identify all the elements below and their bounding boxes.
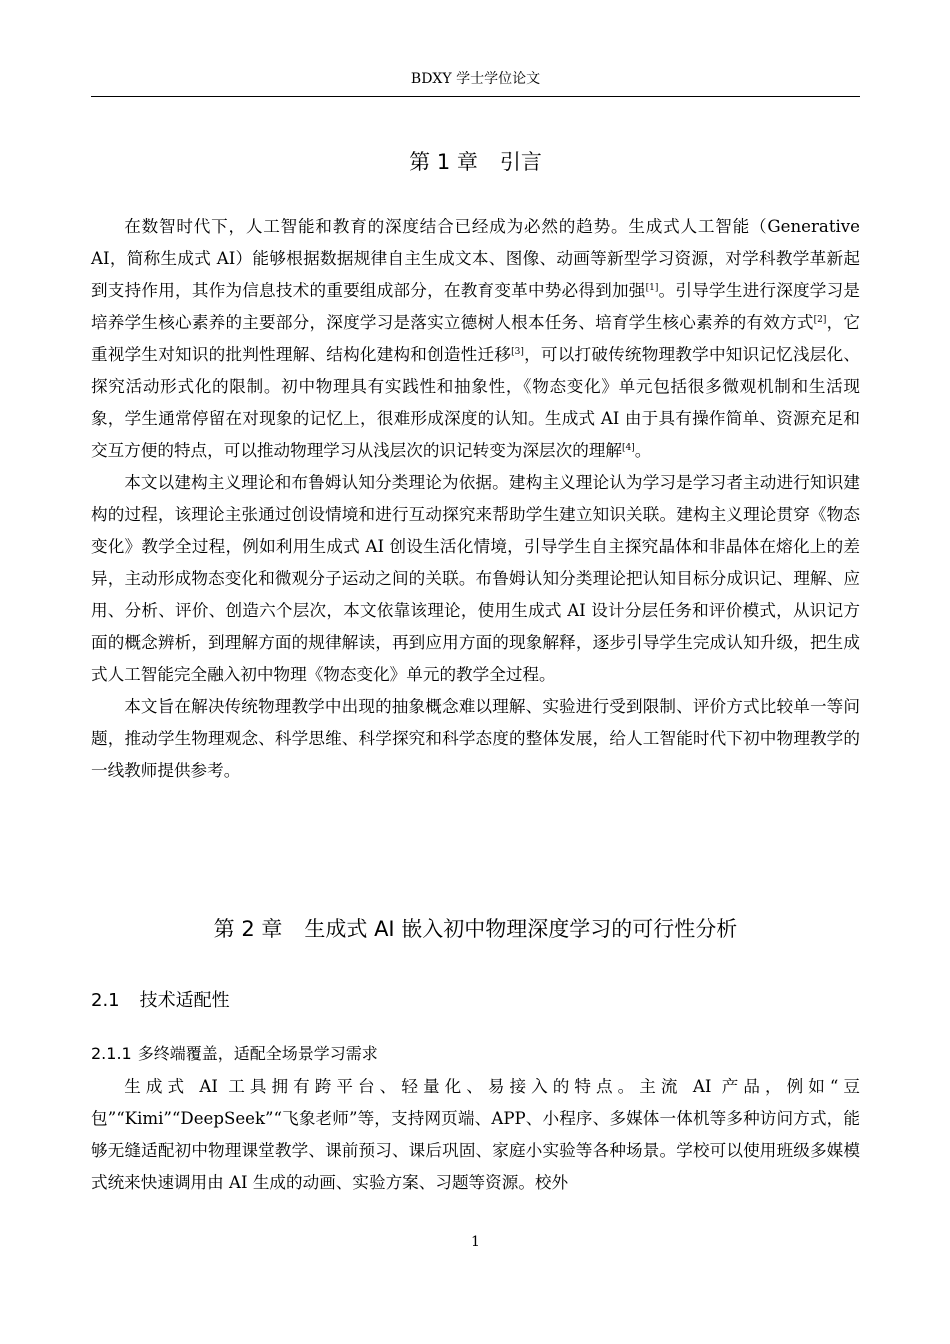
section-2-1-1-title: 多终端覆盖，适配全场景学习需求 (137, 1044, 378, 1063)
chapter-1-title: 引言 (499, 150, 542, 174)
chapter-1-paragraph-3: 本文旨在解决传统物理教学中出现的抽象概念难以理解、实验进行受到限制、评价方式比较单一等问题，推动学生物理观念、科学思维、科学探究和科学态度的整体发展，给人工智能时代下初中物理教学的一线教师提供参考。 (91, 697, 860, 780)
section-2-1-title: 技术适配性 (139, 990, 230, 1011)
page-number: 1 (471, 1234, 480, 1250)
chapter-1-paragraph-1: 在数智时代下，人工智能和教育的深度结合已经成为必然的趋势。生成式人工智能（Generative AI，简称生成式 AI）能够根据数据规律自主生成文本、图像、动画等新型学习资源，对学科教学革新起到支持作用，其作为信息技术的重要组成部分，在教育变革中势必得到加强[1]。引导学生进行深度学习是培养学生核心素养的主要部分，深度学习是落实立德树人根本任务、培育学生核心素养的有效方式[2]，它重视学生对知识的批判性理解、结构化建构和创造性迁移[3]，可以打破传统物理教学中知识记忆浅层化、探究活动形式化的限制。初中物理具有实践性和抽象性，《物态变化》单元包括很多微观机制和生活现象，学生通常停留在对现象的记忆上，很难形成深度的认知。生成式 AI 由于具有操作简单、资源充足和交互方便的特点，可以推动物理学习从浅层次的识记转变为深层次的理解[4]。 (91, 217, 861, 460)
section-2-1-1-heading (91, 1041, 378, 1064)
chapter-2-title: 生成式 AI 嵌入初中物理深度学习的可行性分析 (304, 917, 738, 941)
chapter-2-heading (91, 913, 860, 943)
chapter-1-heading (91, 146, 860, 176)
chapter-1-paragraph-2: 本文以建构主义理论和布鲁姆认知分类理论为依据。建构主义理论认为学习是学习者主动进行知识建构的过程，该理论主张通过创设情境和进行互动探究来帮助学生建立知识关联。建构主义理论贯穿《物态变化》教学全过程，例如利用生成式 AI 创设生活化情境，引导学生自主探究晶体和非晶体在熔化上的差异，主动形成物态变化和微观分子运动之间的关联。布鲁姆认知分类理论把认知目标分成识记、理解、应用、分析、评价、创造六个层次，本文依靠该理论，使用生成式 AI 设计分层任务和评价模式，从识记方面的概念辨析，到理解方面的规律解读，再到应用方面的现象解释，逐步引导学生完成认知升级，把生成式人工智能完全融入初中物理《物态变化》单元的教学全过程。 (91, 473, 860, 684)
citation-3: [3] (511, 347, 524, 357)
section-2-1-number: 2.1 (91, 990, 120, 1011)
running-header: BDXY 学士学位论文 (410, 71, 541, 87)
header-rule (91, 96, 860, 97)
citation-2: [2] (813, 315, 827, 325)
chapter-2-label: 第 2 章 (213, 917, 283, 941)
section-2-1-heading (91, 986, 230, 1012)
citation-1: [1] (645, 283, 659, 293)
citation-4: [4] (622, 443, 635, 453)
chapter-1-body (91, 211, 860, 787)
section-2-1-1-number: 2.1.1 (91, 1044, 132, 1063)
section-2-1-1-paragraph-1: 生成式 AI 工具拥有跨平台、轻量化、易接入的特点。主流 AI 产品，例如“豆包”“Kimi”“DeepSeek”“飞象老师”等，支持网页端、APP、小程序、多媒体一体机等多种访问方式，能够无缝适配初中物理课堂教学、课前预习、课后巩固、家庭小实验等各种场景。学校可以使用班级多媒模式统来快速调用由 AI 生成的动画、实验方案、习题等资源。校外 (91, 1077, 860, 1192)
section-2-1-1-body (91, 1071, 860, 1199)
chapter-1-label: 第 1 章 (409, 150, 478, 174)
